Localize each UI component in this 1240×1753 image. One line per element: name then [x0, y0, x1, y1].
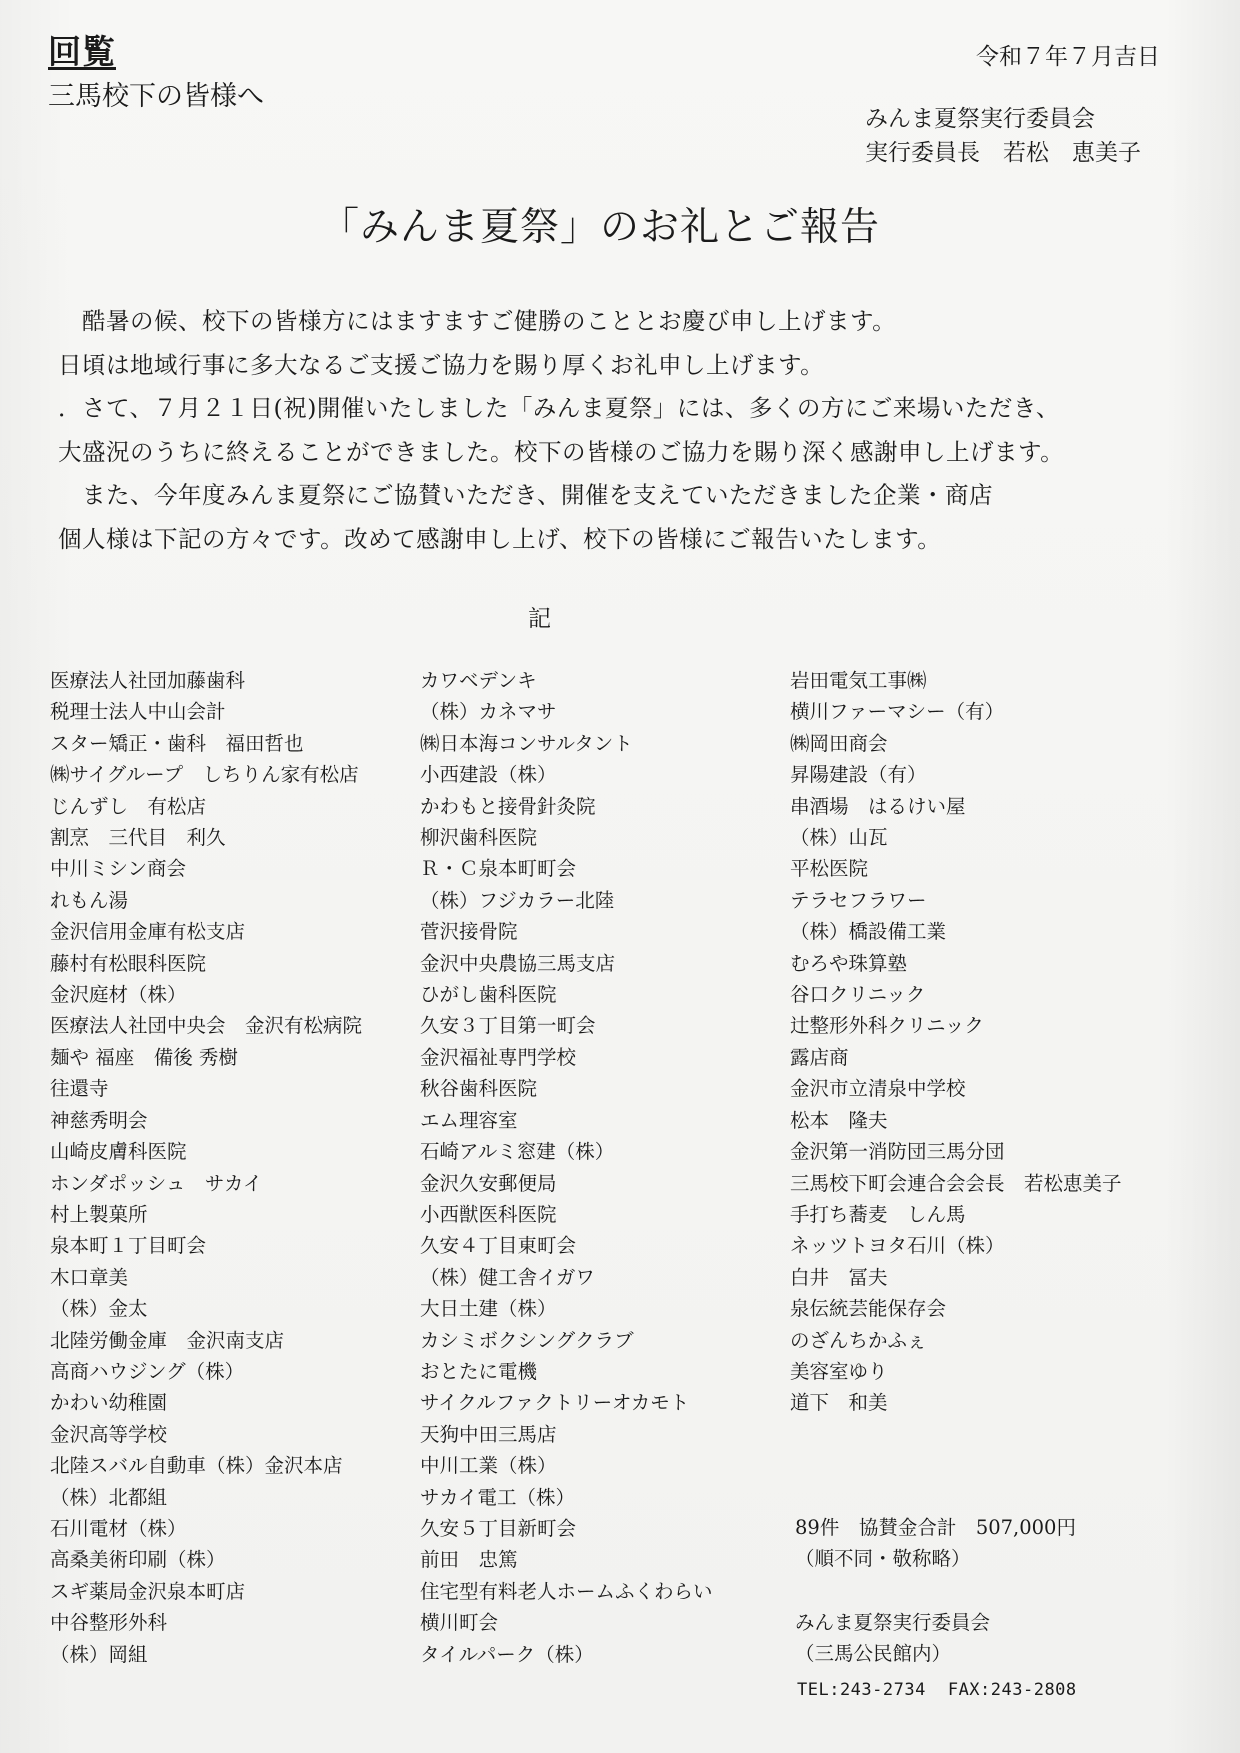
- sponsor-item: 金沢中央農協三馬支店: [420, 951, 616, 975]
- sponsor-item: スギ薬局金沢泉本町店: [50, 1579, 246, 1603]
- footer-location: （三馬公民館内）: [795, 1642, 952, 1665]
- sponsor-item: 大日土建（株）: [420, 1297, 557, 1321]
- sponsor-item: 金沢信用金庫有松支店: [50, 920, 246, 944]
- sponsor-item: 松本 隆夫: [790, 1108, 888, 1132]
- sponsor-item: 高商ハウジング（株）: [50, 1359, 245, 1383]
- sponsor-item: かわもと接骨針灸院: [420, 794, 596, 818]
- sponsor-item: 税理士法人中山会計: [50, 700, 226, 724]
- sponsor-item: 中川工業（株）: [420, 1454, 557, 1478]
- circulation-label: 回覧: [48, 32, 116, 71]
- sponsor-item: むろや珠算塾: [790, 951, 908, 975]
- document-title: 「みんま夏祭」のお礼とご報告: [319, 205, 880, 250]
- sponsor-item: 高桑美術印刷（株）: [50, 1548, 226, 1572]
- sponsor-note: （順不同・敬称略）: [795, 1547, 971, 1570]
- sponsor-item: 医療法人社団加藤歯科: [50, 669, 246, 692]
- sponsor-item: 藤村有松眼科医院: [50, 951, 207, 975]
- sponsor-item: Ｒ・Ｃ泉本町町会: [420, 857, 577, 881]
- sponsor-item: サカイ電工（株）: [420, 1485, 576, 1509]
- sponsor-list-column-1: [50, 665, 362, 1670]
- sender-chairperson: 実行委員長 若松 恵美子: [865, 140, 1141, 166]
- sponsor-item: 住宅型有料老人ホームふくわらい: [420, 1579, 713, 1603]
- sponsor-item: （株）岡組: [50, 1642, 148, 1666]
- sponsor-item: ㈱サイグループ しちりん家有松店: [50, 763, 359, 787]
- addressee: 三馬校下の皆様へ: [48, 81, 264, 112]
- sponsor-item: 三馬校下町会連合会会長 若松恵美子: [790, 1171, 1122, 1195]
- sponsor-item: 北陸スバル自動車（株）金沢本店: [50, 1454, 343, 1478]
- sponsor-item: 金沢高等学校: [50, 1422, 168, 1446]
- sponsor-item: 横川町会: [420, 1611, 499, 1635]
- sponsor-item: おとたに電機: [420, 1359, 538, 1383]
- sponsor-item: じんずし 有松店: [50, 794, 207, 818]
- sponsor-item: 往還寺: [50, 1077, 109, 1101]
- sponsor-item: カシミボクシングクラブ: [420, 1328, 634, 1352]
- sponsor-item: （株）健工舎イガワ: [420, 1265, 595, 1289]
- sponsor-item: エム理容室: [420, 1108, 518, 1132]
- fax-number: FAX:243-2808: [947, 1680, 1077, 1700]
- ki-heading: 記: [528, 606, 551, 632]
- sponsor-item: 小西獣医科医院: [420, 1202, 557, 1226]
- sponsor-item: 道下 和美: [790, 1391, 888, 1415]
- sender-organization: みんま夏祭実行委員会: [865, 106, 1095, 132]
- sponsor-item: 小西建設（株）: [420, 763, 557, 787]
- sponsor-item: ㈱日本海コンサルタント: [420, 731, 633, 755]
- sponsor-summary: [795, 1512, 1076, 1574]
- sponsor-item: 神慈秀明会: [50, 1108, 148, 1132]
- sponsor-item: 割烹 三代目 利久: [50, 826, 226, 850]
- sponsor-item: 久安４丁目東町会: [420, 1234, 577, 1258]
- sponsor-item: 辻整形外科クリニック: [790, 1014, 984, 1038]
- sponsor-item: 白井 冨夫: [790, 1265, 888, 1289]
- sponsor-item: 泉本町１丁目町会: [50, 1234, 207, 1258]
- sponsor-item: ひがし歯科医院: [420, 983, 557, 1007]
- footer-organization: みんま夏祭実行委員会: [795, 1611, 991, 1634]
- sponsor-item: かわい幼稚園: [50, 1391, 168, 1415]
- sponsor-item: 石川電材（株）: [50, 1516, 187, 1540]
- sponsor-item: 金沢第一消防団三馬分団: [790, 1140, 1005, 1164]
- sponsor-item: のざんちかふぇ: [790, 1328, 927, 1352]
- sponsor-item: 木口章美: [50, 1265, 129, 1289]
- sponsor-item: 手打ち蕎麦 しん馬: [790, 1202, 966, 1226]
- sender-block: [865, 102, 1141, 170]
- sponsor-total: 89件 協賛金合計 507,000円: [795, 1516, 1076, 1539]
- sponsor-item: 平松医院: [790, 857, 869, 881]
- footer-organization-block: [795, 1607, 990, 1669]
- body-line: 酷暑の候、校下の皆様方にはますますご健勝のこととお慶び申し上げます。: [58, 307, 897, 335]
- sponsor-item: 金沢庭材（株）: [50, 983, 187, 1007]
- sponsor-item: 串酒場 はるけい屋: [790, 794, 966, 818]
- sponsor-list-column-3: [790, 665, 1122, 1419]
- sponsor-item: れもん湯: [50, 888, 129, 912]
- sponsor-item: 前田 忠篤: [420, 1548, 518, 1572]
- sponsor-item: 金沢市立清泉中学校: [790, 1077, 966, 1101]
- sponsor-item: 露店商: [790, 1045, 849, 1069]
- sponsor-item: タイルパーク（株）: [420, 1642, 594, 1666]
- sponsor-item: 金沢久安郵便局: [420, 1171, 557, 1195]
- sponsor-item: 昇陽建設（有）: [790, 763, 927, 787]
- sponsor-item: 美容室ゆり: [790, 1359, 888, 1383]
- sponsor-item: 村上製菓所: [50, 1202, 148, 1226]
- sponsor-item: （株）北都組: [50, 1485, 168, 1509]
- sponsor-item: ㈱岡田商会: [790, 731, 888, 755]
- body-line: 大盛況のうちに終えることができました。校下の皆様のご協力を賜り深く感謝申し上げます。: [58, 437, 1065, 466]
- sponsor-list-column-2: [420, 665, 713, 1670]
- sponsor-item: 金沢福祉専門学校: [420, 1045, 577, 1069]
- sponsor-item: （株）金太: [50, 1297, 148, 1321]
- sponsor-item: 菅沢接骨院: [420, 920, 518, 944]
- sponsor-item: サイクルファクトリーオカモト: [420, 1391, 690, 1415]
- sponsor-item: 石崎アルミ窓建（株）: [420, 1140, 615, 1164]
- sponsor-item: （株）フジカラー北陸: [420, 888, 615, 912]
- body-line: ．さて、７月２１日(祝)開催いたしました「みんま夏祭」には、多くの方にご来場いただき、: [58, 394, 1060, 422]
- body-line: 日頃は地域行事に多大なるご支援ご協力を賜り厚くお礼申し上げます。: [58, 350, 825, 379]
- contact-info: [797, 1680, 1099, 1700]
- sponsor-item: （株）カネマサ: [420, 700, 557, 724]
- sponsor-item: （株）橋設備工業: [790, 920, 947, 944]
- sponsor-item: 久安５丁目新町会: [420, 1516, 577, 1540]
- sponsor-item: カワベデンキ: [420, 669, 537, 692]
- sponsor-item: 岩田電気工事㈱: [790, 669, 927, 692]
- phone-number: TEL:243-2734: [797, 1680, 926, 1700]
- body-line: 個人様は下記の方々です。改めて感謝申し上げ、校下の皆様にご報告いたします。: [58, 524, 942, 553]
- letter-body: [58, 300, 1178, 561]
- sponsor-item: 中川ミシン商会: [50, 857, 187, 881]
- sponsor-item: 柳沢歯科医院: [420, 826, 538, 850]
- sponsor-item: 北陸労働金庫 金沢南支店: [50, 1328, 285, 1352]
- sponsor-item: 秋谷歯科医院: [420, 1077, 538, 1101]
- sponsor-item: 久安３丁目第一町会: [420, 1014, 596, 1038]
- sponsor-item: 天狗中田三馬店: [420, 1422, 557, 1446]
- sponsor-item: ネッツトヨタ石川（株）: [790, 1234, 1005, 1258]
- sponsor-item: ホンダポッシュ サカイ: [50, 1171, 263, 1195]
- sponsor-item: 泉伝統芸能保存会: [790, 1297, 947, 1321]
- sponsor-item: 谷口クリニック: [790, 983, 926, 1007]
- sponsor-item: スター矯正・歯科 福田哲也: [50, 731, 304, 755]
- sponsor-item: 横川ファーマシー（有）: [790, 700, 1005, 724]
- sponsor-item: 中谷整形外科: [50, 1611, 168, 1635]
- sponsor-item: 山崎皮膚科医院: [50, 1140, 187, 1164]
- sponsor-item: 麺や 福座 備後 秀樹: [50, 1045, 238, 1069]
- sponsor-item: 医療法人社団中央会 金沢有松病院: [50, 1014, 363, 1038]
- sponsor-item: テラセフラワー: [790, 888, 927, 912]
- issue-date: 令和７年７月吉日: [976, 44, 1160, 70]
- sponsor-item: （株）山瓦: [790, 826, 888, 850]
- body-line: また、今年度みんま夏祭にご協賛いただき、開催を支えていただきました企業・商店: [58, 481, 994, 509]
